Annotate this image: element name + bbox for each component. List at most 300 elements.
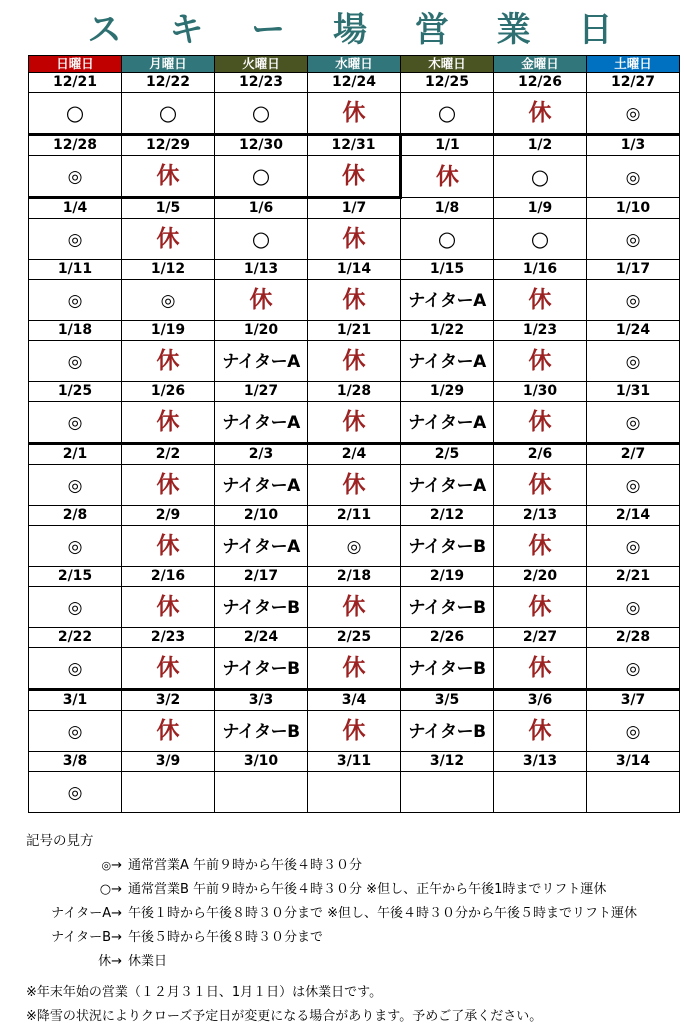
legend-item: [26, 950, 700, 969]
date-row: [29, 135, 680, 156]
date-cell: 2/10: [215, 506, 308, 526]
note-line: ※年末年始の営業（１２月３１日、1月１日）は休業日です。: [26, 985, 383, 1000]
legend-item-key: [26, 858, 124, 873]
status-symbol-closed: 休: [342, 163, 365, 189]
status-symbol-normal-a: ◎: [346, 537, 362, 557]
status-symbol-normal-a: ◎: [67, 352, 83, 372]
status-symbol-night-b: ナイターB: [408, 722, 486, 742]
status-cell: [308, 526, 401, 567]
legend: [0, 829, 700, 969]
date-cell: 2/28: [587, 628, 680, 648]
status-symbol-night-b: ナイターB: [222, 598, 300, 618]
date-cell: 1/4: [29, 198, 122, 219]
date-cell: 1/19: [122, 321, 215, 341]
status-cell: [587, 280, 680, 321]
date-cell: 2/23: [122, 628, 215, 648]
date-cell: 2/16: [122, 567, 215, 587]
date-cell: 3/7: [587, 690, 680, 711]
day-header-0: 日曜日: [29, 56, 122, 73]
status-row: [29, 711, 680, 752]
legend-item-description: 午後５時から午後８時３０分まで: [128, 930, 324, 945]
status-cell: [587, 711, 680, 752]
date-cell: 12/29: [122, 135, 215, 156]
status-symbol-normal-b: ○: [251, 227, 271, 251]
legend-item-description: 通常営業B 午前９時から午後４時３０分 ※但し、正午から午後1時までリフト運休: [128, 882, 607, 897]
date-cell: 2/17: [215, 567, 308, 587]
legend-item-key: [26, 902, 124, 921]
day-header-2: 火曜日: [215, 56, 308, 73]
status-cell: [587, 341, 680, 382]
day-header-6: 土曜日: [587, 56, 680, 73]
status-symbol-normal-a: ◎: [67, 291, 83, 311]
status-cell: [308, 587, 401, 628]
date-cell: 2/5: [401, 444, 494, 465]
date-cell: 1/21: [308, 321, 401, 341]
status-symbol-normal-a: ◎: [625, 230, 641, 250]
date-cell: 2/8: [29, 506, 122, 526]
status-cell: [215, 280, 308, 321]
legend-items: [26, 854, 700, 969]
date-cell: 2/1: [29, 444, 122, 465]
date-cell: 1/26: [122, 382, 215, 402]
status-cell: [587, 587, 680, 628]
date-cell: 2/12: [401, 506, 494, 526]
date-cell: 1/3: [587, 135, 680, 156]
status-cell: [494, 648, 587, 690]
date-cell: 2/11: [308, 506, 401, 526]
status-symbol-closed: 休: [528, 594, 552, 620]
status-cell: [587, 526, 680, 567]
date-cell: 1/31: [587, 382, 680, 402]
status-cell: [401, 341, 494, 382]
date-cell: 2/20: [494, 567, 587, 587]
legend-symbol: ◎: [101, 859, 112, 872]
status-row: [29, 156, 680, 198]
status-cell: [587, 772, 680, 813]
status-cell: [494, 341, 587, 382]
date-cell: 3/6: [494, 690, 587, 711]
status-symbol-normal-a: ◎: [625, 104, 641, 124]
legend-item: [26, 854, 700, 873]
status-row: [29, 219, 680, 260]
date-cell: 3/13: [494, 752, 587, 772]
status-symbol-night-b: ナイターB: [408, 659, 486, 679]
status-symbol-night-b: ナイターB: [408, 537, 486, 557]
status-cell: [122, 280, 215, 321]
status-cell: [29, 526, 122, 567]
status-symbol-normal-a: ◎: [625, 722, 641, 742]
date-cell: 12/24: [308, 73, 401, 93]
legend-symbol: ○: [99, 882, 112, 897]
date-cell: 2/4: [308, 444, 401, 465]
legend-arrow-icon: →: [111, 954, 122, 969]
date-cell: 2/6: [494, 444, 587, 465]
status-symbol-closed: 休: [342, 409, 366, 435]
day-header-4: 木曜日: [401, 56, 494, 73]
status-symbol-night-b: ナイターB: [222, 722, 300, 742]
status-cell: [308, 648, 401, 690]
date-cell: 12/26: [494, 73, 587, 93]
date-cell: 1/17: [587, 260, 680, 280]
legend-symbol: 休: [98, 954, 112, 969]
status-cell: [122, 587, 215, 628]
status-cell: [29, 772, 122, 813]
date-cell: 3/3: [215, 690, 308, 711]
date-cell: 12/28: [29, 135, 122, 156]
status-cell: [401, 772, 494, 813]
status-cell: [308, 711, 401, 752]
status-cell: [215, 341, 308, 382]
status-cell: [29, 648, 122, 690]
status-cell: [215, 93, 308, 135]
status-row: [29, 772, 680, 813]
status-cell: [215, 711, 308, 752]
legend-arrow-icon: →: [111, 858, 122, 873]
status-symbol-closed: 休: [156, 472, 180, 498]
date-cell: 12/31: [308, 135, 401, 156]
status-cell: [494, 587, 587, 628]
status-cell: [122, 156, 215, 198]
status-symbol-normal-a: ◎: [625, 352, 641, 372]
status-cell: [215, 526, 308, 567]
status-cell: [122, 402, 215, 444]
status-row: [29, 465, 680, 506]
status-cell: [122, 711, 215, 752]
date-cell: 2/24: [215, 628, 308, 648]
status-symbol-closed: 休: [156, 718, 180, 744]
status-symbol-closed: 休: [342, 348, 366, 374]
status-cell: [308, 156, 401, 198]
date-cell: 2/26: [401, 628, 494, 648]
date-cell: 1/12: [122, 260, 215, 280]
date-cell: 2/13: [494, 506, 587, 526]
legend-symbol: ナイターB: [51, 930, 112, 945]
date-cell: 12/27: [587, 73, 680, 93]
date-cell: 3/5: [401, 690, 494, 711]
status-symbol-night-a: ナイターA: [222, 413, 300, 433]
legend-heading: 記号の見方: [26, 833, 94, 849]
status-cell: [494, 526, 587, 567]
date-cell: 2/19: [401, 567, 494, 587]
day-header-3: 水曜日: [308, 56, 401, 73]
date-row: [29, 506, 680, 526]
status-cell: [587, 93, 680, 135]
status-symbol-normal-b: ○: [437, 101, 457, 125]
status-row: [29, 93, 680, 135]
status-symbol-closed: 休: [156, 409, 180, 435]
date-row: [29, 321, 680, 341]
legend-item-key: [26, 950, 124, 969]
status-cell: [122, 341, 215, 382]
status-symbol-closed: 休: [156, 533, 180, 559]
status-cell: [401, 156, 494, 198]
legend-item-key: [26, 882, 124, 897]
status-symbol-normal-a: ◎: [625, 598, 641, 618]
date-cell: 12/22: [122, 73, 215, 93]
status-symbol-normal-a: ◎: [67, 537, 83, 557]
status-row: [29, 280, 680, 321]
status-cell: [29, 341, 122, 382]
status-symbol-normal-b: ○: [530, 164, 550, 189]
day-of-week-header-row: [29, 56, 680, 73]
status-symbol-closed: 休: [528, 409, 552, 435]
status-cell: [122, 465, 215, 506]
status-symbol-closed: 休: [156, 226, 180, 252]
date-cell: 2/22: [29, 628, 122, 648]
date-cell: 1/7: [308, 198, 401, 219]
status-row: [29, 402, 680, 444]
status-symbol-normal-a: ◎: [67, 722, 83, 742]
status-cell: [401, 402, 494, 444]
date-cell: 1/23: [494, 321, 587, 341]
date-row: [29, 567, 680, 587]
status-symbol-normal-b: ○: [437, 227, 457, 251]
date-cell: 1/30: [494, 382, 587, 402]
status-symbol-normal-b: ○: [65, 101, 85, 125]
status-symbol-night-a: ナイターA: [222, 476, 300, 496]
status-cell: [494, 711, 587, 752]
status-symbol-night-b: ナイターB: [408, 598, 486, 618]
status-symbol-normal-a: ◎: [625, 413, 641, 433]
date-cell: 1/1: [401, 135, 494, 156]
status-symbol-normal-a: ◎: [625, 476, 641, 496]
status-cell: [29, 465, 122, 506]
status-symbol-normal-a: ◎: [67, 659, 83, 679]
status-cell: [29, 93, 122, 135]
status-symbol-closed: 休: [156, 594, 180, 620]
status-cell: [401, 526, 494, 567]
status-cell: [29, 587, 122, 628]
date-cell: 1/5: [122, 198, 215, 219]
status-symbol-normal-a: ◎: [67, 230, 83, 250]
legend-item: [26, 878, 700, 897]
status-symbol-closed: 休: [528, 655, 552, 681]
status-symbol-closed: 休: [156, 348, 180, 374]
status-cell: [29, 219, 122, 260]
date-cell: 3/14: [587, 752, 680, 772]
date-cell: 3/2: [122, 690, 215, 711]
legend-item: [26, 902, 700, 921]
status-cell: [587, 402, 680, 444]
status-cell: [494, 465, 587, 506]
status-cell: [308, 772, 401, 813]
legend-item-key: [26, 926, 124, 945]
date-cell: 2/2: [122, 444, 215, 465]
date-row: [29, 198, 680, 219]
legend-item-description: 午後１時から午後８時３０分まで ※但し、午後４時３０分から午後５時までリフト運休: [128, 906, 638, 921]
date-row: [29, 382, 680, 402]
date-cell: 1/24: [587, 321, 680, 341]
legend-item-description: 休業日: [128, 954, 168, 969]
legend-arrow-icon: →: [111, 930, 122, 945]
status-cell: [122, 526, 215, 567]
status-cell: [308, 93, 401, 135]
note-line: ※降雪の状況によりクローズ予定日が変更になる場合があります。予めご了承ください。: [26, 1009, 543, 1024]
status-cell: [401, 219, 494, 260]
status-cell: [308, 402, 401, 444]
status-cell: [29, 402, 122, 444]
date-row: [29, 444, 680, 465]
ski-operating-calendar: [28, 55, 680, 813]
status-symbol-night-a: ナイターA: [222, 537, 300, 557]
date-cell: 1/15: [401, 260, 494, 280]
status-cell: [494, 219, 587, 260]
status-symbol-closed: 休: [528, 472, 552, 498]
status-symbol-night-a: ナイターA: [408, 413, 486, 433]
status-symbol-night-b: ナイターB: [222, 659, 300, 679]
legend-symbol: ナイターA: [51, 906, 112, 921]
status-cell: [215, 772, 308, 813]
date-row: [29, 628, 680, 648]
status-symbol-normal-a: ◎: [67, 598, 83, 618]
status-symbol-closed: 休: [342, 100, 366, 126]
status-cell: [401, 648, 494, 690]
status-symbol-normal-b: ○: [158, 101, 178, 125]
date-cell: 1/9: [494, 198, 587, 219]
date-row: [29, 690, 680, 711]
status-cell: [494, 280, 587, 321]
status-symbol-night-a: ナイターA: [408, 476, 486, 496]
date-cell: 1/16: [494, 260, 587, 280]
calendar-body: [29, 73, 680, 813]
date-cell: 2/27: [494, 628, 587, 648]
status-cell: [308, 341, 401, 382]
date-row: [29, 260, 680, 280]
status-symbol-normal-a: ◎: [160, 291, 176, 311]
status-cell: [308, 465, 401, 506]
date-cell: 3/4: [308, 690, 401, 711]
date-cell: 1/27: [215, 382, 308, 402]
legend-arrow-icon: →: [111, 882, 122, 897]
status-symbol-closed: 休: [528, 287, 552, 313]
status-cell: [122, 648, 215, 690]
date-cell: 2/25: [308, 628, 401, 648]
status-row: [29, 341, 680, 382]
date-cell: 1/14: [308, 260, 401, 280]
date-cell: 3/9: [122, 752, 215, 772]
status-cell: [215, 465, 308, 506]
status-cell: [215, 648, 308, 690]
status-cell: [401, 93, 494, 135]
date-cell: 3/11: [308, 752, 401, 772]
notes-section: [0, 981, 700, 1024]
date-cell: 1/28: [308, 382, 401, 402]
status-symbol-normal-a: ◎: [67, 413, 83, 433]
page-title: ス キ ー 場 営 業 日: [87, 10, 631, 50]
status-symbol-closed: 休: [436, 163, 459, 190]
status-row: [29, 526, 680, 567]
date-cell: 1/11: [29, 260, 122, 280]
status-cell: [494, 772, 587, 813]
legend-arrow-icon: →: [111, 906, 122, 921]
date-cell: 2/21: [587, 567, 680, 587]
status-cell: [215, 402, 308, 444]
status-symbol-closed: 休: [342, 718, 366, 744]
date-cell: 3/1: [29, 690, 122, 711]
status-symbol-night-a: ナイターA: [408, 291, 486, 311]
status-cell: [29, 711, 122, 752]
status-symbol-closed: 休: [342, 655, 366, 681]
status-symbol-normal-a: ◎: [67, 783, 83, 803]
calendar-header: [29, 56, 680, 73]
date-cell: 1/25: [29, 382, 122, 402]
status-cell: [29, 280, 122, 321]
status-symbol-normal-b: ○: [251, 101, 271, 125]
status-cell: [494, 156, 587, 198]
status-symbol-night-a: ナイターA: [222, 352, 300, 372]
date-cell: 2/18: [308, 567, 401, 587]
status-cell: [494, 402, 587, 444]
date-cell: 12/30: [215, 135, 308, 156]
status-symbol-closed: 休: [342, 287, 366, 313]
date-cell: 1/20: [215, 321, 308, 341]
status-cell: [122, 772, 215, 813]
status-cell: [587, 648, 680, 690]
status-symbol-closed: 休: [342, 594, 366, 620]
date-cell: 2/9: [122, 506, 215, 526]
status-symbol-closed: 休: [528, 533, 552, 559]
status-cell: [29, 156, 122, 198]
status-symbol-normal-a: ◎: [67, 476, 83, 496]
date-cell: 1/8: [401, 198, 494, 219]
date-cell: 1/2: [494, 135, 587, 156]
status-row: [29, 648, 680, 690]
status-symbol-normal-a: ◎: [625, 659, 641, 679]
date-cell: 3/10: [215, 752, 308, 772]
date-cell: 3/12: [401, 752, 494, 772]
status-cell: [587, 156, 680, 198]
status-cell: [122, 219, 215, 260]
status-cell: [215, 587, 308, 628]
status-symbol-closed: 休: [528, 348, 552, 374]
legend-item: [26, 926, 700, 945]
date-cell: 2/7: [587, 444, 680, 465]
status-cell: [401, 280, 494, 321]
status-cell: [401, 711, 494, 752]
date-cell: 1/29: [401, 382, 494, 402]
status-symbol-normal-a: ◎: [625, 537, 641, 557]
date-cell: 12/21: [29, 73, 122, 93]
date-cell: 1/10: [587, 198, 680, 219]
date-row: [29, 73, 680, 93]
status-cell: [494, 93, 587, 135]
date-cell: 1/22: [401, 321, 494, 341]
status-row: [29, 587, 680, 628]
status-cell: [308, 219, 401, 260]
legend-item-description: 通常営業A 午前９時から午後４時３０分: [128, 858, 363, 873]
status-cell: [308, 280, 401, 321]
date-cell: 12/25: [401, 73, 494, 93]
status-symbol-normal-a: ◎: [67, 167, 83, 187]
status-cell: [215, 219, 308, 260]
status-cell: [122, 93, 215, 135]
day-header-5: 金曜日: [494, 56, 587, 73]
status-symbol-closed: 休: [342, 226, 366, 252]
status-symbol-closed: 休: [249, 287, 273, 313]
date-cell: 1/13: [215, 260, 308, 280]
status-cell: [401, 465, 494, 506]
status-symbol-closed: 休: [156, 655, 180, 681]
date-cell: 2/14: [587, 506, 680, 526]
status-symbol-normal-a: ◎: [625, 167, 641, 188]
status-symbol-normal-b: ○: [251, 164, 271, 188]
status-symbol-normal-b: ○: [530, 227, 550, 251]
status-symbol-normal-a: ◎: [625, 291, 641, 311]
status-symbol-closed: 休: [342, 472, 366, 498]
status-cell: [401, 587, 494, 628]
date-cell: 2/15: [29, 567, 122, 587]
status-symbol-night-a: ナイターA: [408, 352, 486, 372]
